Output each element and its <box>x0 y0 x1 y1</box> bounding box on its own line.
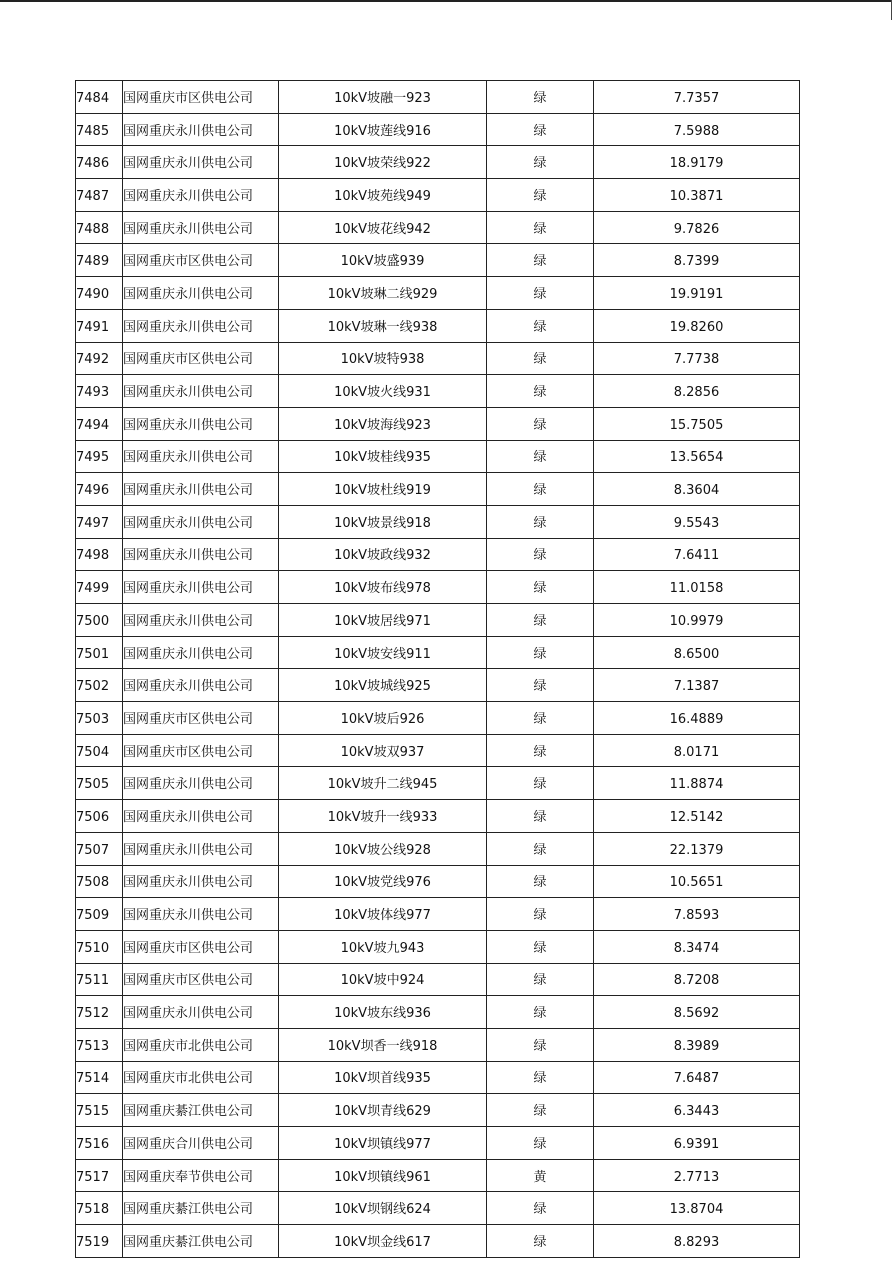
table-row <box>76 1094 800 1127</box>
table-row <box>76 179 800 212</box>
value-cell: 8.8293 <box>594 1225 800 1258</box>
status-cell: 绿 <box>487 407 594 440</box>
line-name-cell: 10kV坡后926 <box>279 702 487 735</box>
row-index-cell: 7495 <box>76 440 123 473</box>
status-cell: 绿 <box>487 604 594 637</box>
company-cell: 国网重庆永川供电公司 <box>123 669 279 702</box>
row-index-cell: 7508 <box>76 865 123 898</box>
line-name-cell: 10kV坝青线629 <box>279 1094 487 1127</box>
table-row <box>76 81 800 114</box>
value-cell: 10.5651 <box>594 865 800 898</box>
company-cell: 国网重庆永川供电公司 <box>123 505 279 538</box>
status-cell: 绿 <box>487 898 594 931</box>
table-row <box>76 669 800 702</box>
table-row <box>76 244 800 277</box>
row-index-cell: 7504 <box>76 734 123 767</box>
company-cell: 国网重庆永川供电公司 <box>123 146 279 179</box>
line-name-cell: 10kV坡杜线919 <box>279 473 487 506</box>
table-row <box>76 309 800 342</box>
value-cell: 8.6500 <box>594 636 800 669</box>
value-cell: 13.5654 <box>594 440 800 473</box>
row-index-cell: 7493 <box>76 375 123 408</box>
table-row <box>76 996 800 1029</box>
line-name-cell: 10kV坡党线976 <box>279 865 487 898</box>
table-row <box>76 930 800 963</box>
company-cell: 国网重庆市区供电公司 <box>123 702 279 735</box>
line-name-cell: 10kV坡双937 <box>279 734 487 767</box>
value-cell: 8.5692 <box>594 996 800 1029</box>
value-cell: 7.5988 <box>594 113 800 146</box>
status-cell: 绿 <box>487 1028 594 1061</box>
table-row <box>76 146 800 179</box>
table-row <box>76 113 800 146</box>
table-row <box>76 1192 800 1225</box>
line-name-cell: 10kV坡政线932 <box>279 538 487 571</box>
value-cell: 11.8874 <box>594 767 800 800</box>
line-name-cell: 10kV坡花线942 <box>279 211 487 244</box>
status-cell: 绿 <box>487 734 594 767</box>
line-name-cell: 10kV坡海线923 <box>279 407 487 440</box>
table-row <box>76 342 800 375</box>
row-index-cell: 7488 <box>76 211 123 244</box>
row-index-cell: 7515 <box>76 1094 123 1127</box>
line-name-cell: 10kV坡布线978 <box>279 571 487 604</box>
value-cell: 19.8260 <box>594 309 800 342</box>
row-index-cell: 7498 <box>76 538 123 571</box>
value-cell: 8.0171 <box>594 734 800 767</box>
value-cell: 16.4889 <box>594 702 800 735</box>
status-cell: 绿 <box>487 211 594 244</box>
table-body <box>76 81 800 1258</box>
table-row <box>76 277 800 310</box>
company-cell: 国网重庆永川供电公司 <box>123 375 279 408</box>
value-cell: 8.3474 <box>594 930 800 963</box>
company-cell: 国网重庆綦江供电公司 <box>123 1192 279 1225</box>
value-cell: 7.6411 <box>594 538 800 571</box>
value-cell: 2.7713 <box>594 1159 800 1192</box>
row-index-cell: 7513 <box>76 1028 123 1061</box>
row-index-cell: 7516 <box>76 1127 123 1160</box>
line-name-cell: 10kV坡安线911 <box>279 636 487 669</box>
line-name-cell: 10kV坡城线925 <box>279 669 487 702</box>
row-index-cell: 7505 <box>76 767 123 800</box>
table-row <box>76 636 800 669</box>
row-index-cell: 7512 <box>76 996 123 1029</box>
status-cell: 绿 <box>487 146 594 179</box>
status-cell: 绿 <box>487 571 594 604</box>
row-index-cell: 7499 <box>76 571 123 604</box>
status-cell: 绿 <box>487 179 594 212</box>
table-row <box>76 375 800 408</box>
status-cell: 绿 <box>487 244 594 277</box>
status-cell: 绿 <box>487 1225 594 1258</box>
status-cell: 绿 <box>487 636 594 669</box>
company-cell: 国网重庆永川供电公司 <box>123 767 279 800</box>
row-index-cell: 7507 <box>76 832 123 865</box>
line-name-cell: 10kV坡体线977 <box>279 898 487 931</box>
row-index-cell: 7489 <box>76 244 123 277</box>
row-index-cell: 7485 <box>76 113 123 146</box>
company-cell: 国网重庆市区供电公司 <box>123 930 279 963</box>
status-cell: 绿 <box>487 342 594 375</box>
table-row <box>76 473 800 506</box>
value-cell: 10.3871 <box>594 179 800 212</box>
status-cell: 绿 <box>487 930 594 963</box>
status-cell: 绿 <box>487 1127 594 1160</box>
status-cell: 绿 <box>487 309 594 342</box>
company-cell: 国网重庆永川供电公司 <box>123 636 279 669</box>
table-row <box>76 767 800 800</box>
value-cell: 7.8593 <box>594 898 800 931</box>
table-row <box>76 1127 800 1160</box>
status-cell: 绿 <box>487 800 594 833</box>
status-cell: 绿 <box>487 1094 594 1127</box>
table-row <box>76 734 800 767</box>
company-cell: 国网重庆奉节供电公司 <box>123 1159 279 1192</box>
company-cell: 国网重庆市区供电公司 <box>123 244 279 277</box>
table-row <box>76 1159 800 1192</box>
table-row <box>76 604 800 637</box>
row-index-cell: 7500 <box>76 604 123 637</box>
row-index-cell: 7519 <box>76 1225 123 1258</box>
line-name-cell: 10kV坡居线971 <box>279 604 487 637</box>
company-cell: 国网重庆永川供电公司 <box>123 277 279 310</box>
line-name-cell: 10kV坡公线928 <box>279 832 487 865</box>
table-row <box>76 211 800 244</box>
value-cell: 8.2856 <box>594 375 800 408</box>
value-cell: 12.5142 <box>594 800 800 833</box>
value-cell: 7.6487 <box>594 1061 800 1094</box>
value-cell: 7.1387 <box>594 669 800 702</box>
company-cell: 国网重庆合川供电公司 <box>123 1127 279 1160</box>
row-index-cell: 7501 <box>76 636 123 669</box>
line-name-cell: 10kV坝镇线961 <box>279 1159 487 1192</box>
value-cell: 18.9179 <box>594 146 800 179</box>
value-cell: 8.7399 <box>594 244 800 277</box>
value-cell: 7.7357 <box>594 81 800 114</box>
row-index-cell: 7497 <box>76 505 123 538</box>
status-cell: 绿 <box>487 963 594 996</box>
table-row <box>76 963 800 996</box>
company-cell: 国网重庆市北供电公司 <box>123 1061 279 1094</box>
company-cell: 国网重庆市区供电公司 <box>123 81 279 114</box>
table-row <box>76 440 800 473</box>
status-cell: 绿 <box>487 375 594 408</box>
company-cell: 国网重庆市区供电公司 <box>123 963 279 996</box>
status-cell: 绿 <box>487 440 594 473</box>
table-row <box>76 1225 800 1258</box>
row-index-cell: 7511 <box>76 963 123 996</box>
status-cell: 绿 <box>487 1192 594 1225</box>
row-index-cell: 7506 <box>76 800 123 833</box>
line-name-cell: 10kV坡九943 <box>279 930 487 963</box>
value-cell: 8.3604 <box>594 473 800 506</box>
company-cell: 国网重庆永川供电公司 <box>123 440 279 473</box>
line-name-cell: 10kV坡特938 <box>279 342 487 375</box>
value-cell: 11.0158 <box>594 571 800 604</box>
line-name-cell: 10kV坡景线918 <box>279 505 487 538</box>
row-index-cell: 7491 <box>76 309 123 342</box>
line-name-cell: 10kV坝香一线918 <box>279 1028 487 1061</box>
row-index-cell: 7518 <box>76 1192 123 1225</box>
line-name-cell: 10kV坝首线935 <box>279 1061 487 1094</box>
row-index-cell: 7487 <box>76 179 123 212</box>
table-row <box>76 865 800 898</box>
line-name-cell: 10kV坡中924 <box>279 963 487 996</box>
company-cell: 国网重庆市北供电公司 <box>123 1028 279 1061</box>
line-name-cell: 10kV坡东线936 <box>279 996 487 1029</box>
value-cell: 9.5543 <box>594 505 800 538</box>
value-cell: 13.8704 <box>594 1192 800 1225</box>
line-name-cell: 10kV坡莲线916 <box>279 113 487 146</box>
company-cell: 国网重庆永川供电公司 <box>123 996 279 1029</box>
status-cell: 黄 <box>487 1159 594 1192</box>
status-cell: 绿 <box>487 277 594 310</box>
row-index-cell: 7494 <box>76 407 123 440</box>
value-cell: 8.7208 <box>594 963 800 996</box>
line-name-cell: 10kV坝镇线977 <box>279 1127 487 1160</box>
value-cell: 7.7738 <box>594 342 800 375</box>
company-cell: 国网重庆市区供电公司 <box>123 734 279 767</box>
value-cell: 22.1379 <box>594 832 800 865</box>
page-top-border <box>0 0 892 2</box>
row-index-cell: 7510 <box>76 930 123 963</box>
company-cell: 国网重庆永川供电公司 <box>123 898 279 931</box>
status-cell: 绿 <box>487 832 594 865</box>
company-cell: 国网重庆永川供电公司 <box>123 211 279 244</box>
line-name-cell: 10kV坡荣线922 <box>279 146 487 179</box>
table-row <box>76 800 800 833</box>
status-cell: 绿 <box>487 473 594 506</box>
line-name-cell: 10kV坡琳二线929 <box>279 277 487 310</box>
company-cell: 国网重庆永川供电公司 <box>123 604 279 637</box>
company-cell: 国网重庆永川供电公司 <box>123 800 279 833</box>
status-cell: 绿 <box>487 702 594 735</box>
company-cell: 国网重庆永川供电公司 <box>123 113 279 146</box>
line-name-cell: 10kV坡升一线933 <box>279 800 487 833</box>
row-index-cell: 7490 <box>76 277 123 310</box>
value-cell: 9.7826 <box>594 211 800 244</box>
table-row <box>76 1061 800 1094</box>
company-cell: 国网重庆永川供电公司 <box>123 832 279 865</box>
company-cell: 国网重庆永川供电公司 <box>123 538 279 571</box>
row-index-cell: 7509 <box>76 898 123 931</box>
value-cell: 19.9191 <box>594 277 800 310</box>
row-index-cell: 7496 <box>76 473 123 506</box>
status-cell: 绿 <box>487 505 594 538</box>
company-cell: 国网重庆永川供电公司 <box>123 309 279 342</box>
line-name-cell: 10kV坝钢线624 <box>279 1192 487 1225</box>
company-cell: 国网重庆永川供电公司 <box>123 571 279 604</box>
status-cell: 绿 <box>487 865 594 898</box>
table-row <box>76 898 800 931</box>
status-cell: 绿 <box>487 113 594 146</box>
company-cell: 国网重庆永川供电公司 <box>123 179 279 212</box>
status-cell: 绿 <box>487 669 594 702</box>
line-name-cell: 10kV坝金线617 <box>279 1225 487 1258</box>
row-index-cell: 7514 <box>76 1061 123 1094</box>
status-cell: 绿 <box>487 81 594 114</box>
row-index-cell: 7484 <box>76 81 123 114</box>
line-name-cell: 10kV坡融一923 <box>279 81 487 114</box>
row-index-cell: 7503 <box>76 702 123 735</box>
row-index-cell: 7492 <box>76 342 123 375</box>
value-cell: 15.7505 <box>594 407 800 440</box>
company-cell: 国网重庆永川供电公司 <box>123 865 279 898</box>
status-cell: 绿 <box>487 1061 594 1094</box>
line-name-cell: 10kV坡桂线935 <box>279 440 487 473</box>
line-name-cell: 10kV坡琳一线938 <box>279 309 487 342</box>
row-index-cell: 7486 <box>76 146 123 179</box>
table-row <box>76 1028 800 1061</box>
company-cell: 国网重庆綦江供电公司 <box>123 1094 279 1127</box>
table-row <box>76 832 800 865</box>
line-name-cell: 10kV坡盛939 <box>279 244 487 277</box>
line-name-cell: 10kV坡苑线949 <box>279 179 487 212</box>
company-cell: 国网重庆市区供电公司 <box>123 342 279 375</box>
line-name-cell: 10kV坡火线931 <box>279 375 487 408</box>
company-cell: 国网重庆綦江供电公司 <box>123 1225 279 1258</box>
data-table <box>75 80 800 1258</box>
company-cell: 国网重庆永川供电公司 <box>123 407 279 440</box>
value-cell: 6.9391 <box>594 1127 800 1160</box>
table-row <box>76 407 800 440</box>
table-row <box>76 538 800 571</box>
table-row <box>76 702 800 735</box>
status-cell: 绿 <box>487 996 594 1029</box>
table-row <box>76 505 800 538</box>
status-cell: 绿 <box>487 538 594 571</box>
value-cell: 6.3443 <box>594 1094 800 1127</box>
value-cell: 8.3989 <box>594 1028 800 1061</box>
value-cell: 10.9979 <box>594 604 800 637</box>
table-row <box>76 571 800 604</box>
company-cell: 国网重庆永川供电公司 <box>123 473 279 506</box>
line-name-cell: 10kV坡升二线945 <box>279 767 487 800</box>
row-index-cell: 7502 <box>76 669 123 702</box>
status-cell: 绿 <box>487 767 594 800</box>
row-index-cell: 7517 <box>76 1159 123 1192</box>
